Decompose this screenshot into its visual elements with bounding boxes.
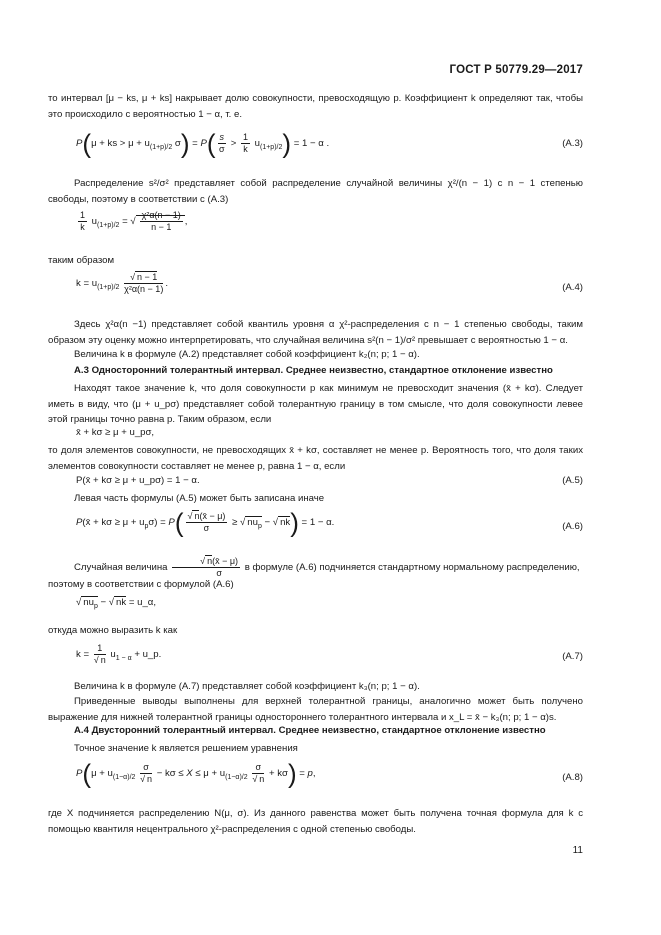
equation-a8: $P(\mu + u_{(1-\alpha)/2}$ $\frac{\sigma}{√ n}$ − $k\sigma \le X \le \mu + u_{(1-\alpha)/2}$ $\frac{\sigma}{√ n}$ + kσ) = p, (А.8) (76, 758, 583, 789)
paragraph: поэтому в соответствии с формулой (А.6) (48, 579, 234, 590)
equation-a4: $k = u_{(1+p)/2}$ $\frac{√ n - 1}{\text{χ²α(n − 1)}}$ . (А.4) (76, 272, 583, 294)
section-heading-a3: А.3 Односторонний толерантный интервал. Среднее неизвестно, стандартное отклонение известно (74, 365, 553, 376)
paragraph: откуда можно выразить k как (48, 625, 178, 636)
equation-a7: k = $\frac{1}{√ n}$ $u_{1 - \alpha}$ + u_p. (А.7) (76, 643, 583, 665)
paragraph: таким образом (48, 255, 115, 266)
paragraph: Здесь χ²α(n −1) представляет собой квантиль уровня α χ²-распределения с n − 1 степенью свободы, таким образом эту оценку можно интерпретировать, что случайная величина s²(n − 1)/σ² превышает с вероятностью 1 − α. (48, 319, 583, 346)
equation-number: (А.7) (562, 651, 583, 662)
equation-ualpha: √ $nu_p$ − √ nk = u_α, (76, 597, 157, 610)
paragraph: Случайная величина $\frac{√ n(x̄ - \mu)}{\sigma}$ в формуле (А.6) подчиняется стандартному нормальному распределению, (74, 556, 580, 578)
paragraph: Приведенные выводы выполнены для верхней толерантной границы, аналогично может быть получено выражение для нижней толерантной границы одностороннего толерантного интервала и x_L = x̄ − k₃(n; p; 1 − α)s. (48, 696, 583, 723)
equation-tail: = 1 − α . (293, 138, 330, 150)
paragraph: Левая часть формулы (А.5) может быть записана иначе (74, 493, 325, 504)
paragraph: Распределение s²/σ² представляет собой распределение случайной величины χ²/(n − 1) с n − 1 степенью свободы, поэтому в соответствии с (А.3) (48, 178, 583, 205)
equation-number: (А.6) (562, 521, 583, 532)
equation-number: (А.3) (562, 138, 583, 149)
paragraph: Находят такое значение k, что доля совокупности p как минимум не превосходит значения (x̄ + kσ). Следует иметь в виду, что (μ + u_pσ) представляет собой толерантную границу в том смысле, что доля совокупности левее этой границы точно равна p. Таким образом, если (48, 383, 583, 425)
equation-number: (А.5) (562, 475, 583, 486)
paragraph: Точное значение k является решением уравнения (74, 743, 298, 754)
equation-a3: P(μ + ks > $\mu + u_{(1+p)/2}$ σ) = P( $\frac{s}{\sigma}$ > $\frac{1}{k}$ $u_{(1+p)/2}) = 1 - \alpha$ . (А.3) (76, 128, 583, 159)
paragraph: то доля элементов совокупности, не превосходящих x̄ + kσ, составляет не менее p. Вероятность того, что доля таких элементов совокупности составляет не менее p, равна 1 − α, если (48, 445, 583, 472)
equation-number: (А.8) (562, 772, 583, 783)
section-heading-a4: А.4 Двусторонний толерантный интервал. Среднее неизвестно, стандартное отклонение известно (74, 725, 546, 736)
equation-a5: P(x̄ + kσ ≥ μ + u_pσ) = 1 − α. (А.5) (76, 475, 583, 486)
equation-a6: P(x̄ + $k\sigma \ge \mu + u_p\sigma) = P$( $\frac{√ n(x̄ - \mu)}{\sigma}$ ≥ √ $nu_p$ − √ nk) = 1 − α. (А.6) (76, 507, 583, 538)
paragraph: где X подчиняется распределению N(μ, σ). Из данного равенства может быть получена точная формула для k с помощью квантиля нецентрального χ²-распределения с одной степенью свободы. (48, 808, 583, 835)
paragraph: Величина k в формуле (А.7) представляет собой коэффициент k₃(n; p; 1 − α). (74, 681, 420, 692)
standard-title: ГОСТ Р 50779.29—2017 (449, 64, 583, 76)
equation-number: (А.4) (562, 282, 583, 293)
equation-condition: x̄ + kσ ≥ μ + u_pσ, (76, 427, 155, 438)
paragraph: то интервал [μ − ks, μ + ks] накрывает долю совокупности, превосходящую p. Коэффициент k определяют так, чтобы это происходило с вероятностью 1 − α, т. е. (48, 93, 583, 120)
equation-ratio: $\frac{1}{k}$ $u_{(1+p)/2}$ = √ $\frac{\text{χ²α(n − 1)}}{n - 1}$ , (80, 210, 188, 232)
page-number: 11 (572, 845, 583, 856)
paragraph: Величина k в формуле (А.2) представляет собой коэффициент k₂(n; p; 1 − α). (74, 349, 420, 360)
